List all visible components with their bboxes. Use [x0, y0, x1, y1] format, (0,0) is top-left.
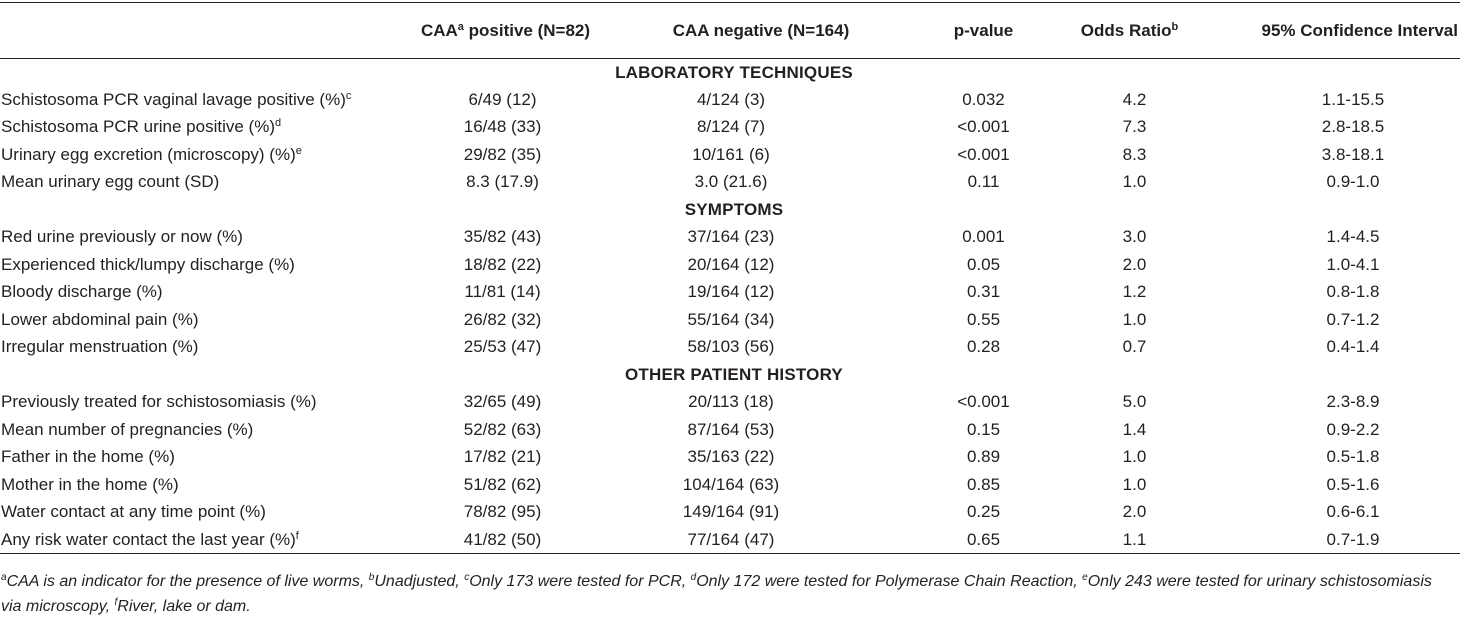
header-confidence-interval: 95% Confidence Interval	[1261, 20, 1458, 40]
cell-caa-negative: 20/113 (18)	[688, 392, 774, 412]
cell-odds-ratio: 4.2	[1122, 89, 1147, 109]
cell-caa-negative: 10/161 (6)	[692, 144, 770, 164]
cell-confidence-interval: 2.8-18.5	[1321, 117, 1385, 137]
row-label	[0, 416, 407, 444]
cell-caa-negative: 4/124 (3)	[696, 89, 766, 109]
footnote-text: River, lake or dam.	[117, 598, 251, 615]
cell-odds-ratio: 8.3	[1122, 144, 1147, 164]
table-row	[0, 141, 1460, 169]
cell-p-value: <0.001	[957, 117, 1010, 137]
footnote-text: CAA is an indicator for the presence of live worms,	[6, 573, 369, 590]
cell-confidence-interval: 0.7-1.2	[1326, 309, 1380, 329]
cell-caa-positive: 78/82 (95)	[463, 502, 542, 522]
table-row	[0, 471, 1460, 499]
footnote-marker: a	[457, 20, 464, 33]
row-label	[0, 306, 407, 334]
row-label-text: Schistosoma PCR urine positive (%)	[1, 117, 275, 137]
footnote-marker: f	[295, 529, 299, 542]
cell-odds-ratio: 1.4	[1122, 419, 1147, 439]
table-row	[0, 114, 1460, 142]
table-row	[0, 86, 1460, 114]
cell-p-value: 0.15	[966, 419, 1001, 439]
footnote-marker: c	[345, 89, 352, 102]
section-title: OTHER PATIENT HISTORY	[625, 364, 843, 384]
cell-caa-negative: 37/164 (23)	[687, 227, 775, 247]
section-header-cell	[0, 361, 1460, 389]
cell-caa-positive: 35/82 (43)	[463, 227, 542, 247]
cell-odds-ratio: 7.3	[1122, 117, 1147, 137]
row-label	[0, 471, 407, 499]
cell-caa-positive: 41/82 (50)	[463, 529, 542, 549]
cell-confidence-interval: 1.4-4.5	[1326, 227, 1380, 247]
cell-confidence-interval: 0.5-1.8	[1326, 447, 1380, 467]
cell-caa-negative: 77/164 (47)	[687, 529, 775, 549]
cell-p-value: 0.05	[966, 254, 1001, 274]
row-label	[0, 141, 407, 169]
cell-p-value: 0.25	[966, 502, 1001, 522]
footnote-marker: e	[295, 144, 302, 157]
cell-caa-negative: 149/164 (91)	[682, 502, 780, 522]
section-header-row	[0, 59, 1460, 87]
cell-p-value: 0.11	[967, 172, 1000, 192]
footnote-marker: d	[274, 117, 282, 130]
cell-odds-ratio: 2.0	[1122, 254, 1147, 274]
header-label-column	[0, 3, 407, 59]
cell-caa-positive: 18/82 (22)	[463, 254, 542, 274]
table-row	[0, 251, 1460, 279]
cell-caa-negative: 19/164 (12)	[687, 282, 775, 302]
cell-caa-positive: 51/82 (62)	[463, 474, 542, 494]
table-row	[0, 499, 1460, 527]
cell-confidence-interval: 0.9-1.0	[1326, 172, 1380, 192]
header-caa-positive	[407, 3, 604, 59]
cell-odds-ratio: 1.2	[1122, 282, 1147, 302]
table-header	[0, 3, 1460, 59]
row-label	[0, 444, 407, 472]
cell-confidence-interval: 0.7-1.9	[1326, 529, 1380, 549]
section-header-cell	[0, 59, 1460, 87]
cell-p-value: 0.85	[966, 474, 1001, 494]
row-label	[0, 169, 407, 197]
cell-odds-ratio: 3.0	[1122, 227, 1147, 247]
row-label	[0, 526, 407, 554]
cell-caa-negative: 104/164 (63)	[682, 474, 780, 494]
row-label	[0, 389, 407, 417]
cell-odds-ratio: 1.0	[1122, 474, 1147, 494]
cell-caa-negative: 20/164 (12)	[687, 254, 775, 274]
header-caa-positive-suffix: positive (N=82)	[463, 20, 591, 40]
cell-p-value: 0.31	[966, 282, 1001, 302]
footnote-text: Only 243 were tested for urinary schistosomiasis via microscopy,	[1, 573, 1432, 615]
section-title: SYMPTOMS	[684, 199, 784, 219]
cell-caa-negative: 58/103 (56)	[687, 337, 775, 357]
cell-caa-positive: 8.3 (17.9)	[466, 172, 539, 192]
table-row	[0, 444, 1460, 472]
table-row	[0, 279, 1460, 307]
row-label	[0, 86, 407, 114]
cell-caa-positive: 29/82 (35)	[463, 144, 542, 164]
cell-caa-positive: 16/48 (33)	[463, 117, 542, 137]
cell-p-value: 0.032	[962, 89, 1005, 109]
cell-caa-positive: 11/81 (14)	[464, 282, 541, 302]
row-label-text: Water contact at any time point (%)	[1, 502, 266, 522]
section-title: LABORATORY TECHNIQUES	[615, 62, 853, 82]
row-label-text: Lower abdominal pain (%)	[1, 309, 199, 329]
cell-odds-ratio: 5.0	[1122, 392, 1147, 412]
cell-caa-positive: 52/82 (63)	[463, 419, 542, 439]
row-label-text: Bloody discharge (%)	[1, 282, 163, 302]
cell-p-value: 0.28	[966, 337, 1001, 357]
cell-caa-positive: 26/82 (32)	[463, 309, 542, 329]
cell-caa-negative: 35/163 (22)	[687, 447, 775, 467]
section-header-row	[0, 196, 1460, 224]
cell-confidence-interval: 3.8-18.1	[1321, 144, 1385, 164]
cell-odds-ratio: 1.0	[1122, 309, 1147, 329]
row-label-text: Mother in the home (%)	[1, 474, 179, 494]
table-row	[0, 526, 1460, 554]
row-label	[0, 224, 407, 252]
footnote-text: Unadjusted,	[374, 573, 465, 590]
footnote-text: Only 173 were tested for PCR,	[469, 573, 691, 590]
footnote-marker: b	[1171, 20, 1179, 33]
cell-confidence-interval: 0.9-2.2	[1326, 419, 1380, 439]
footnote-marker: e	[1082, 572, 1088, 583]
table-row	[0, 416, 1460, 444]
header-p-value: p-value	[953, 20, 1014, 40]
cell-confidence-interval: 0.8-1.8	[1326, 282, 1380, 302]
header-caa-positive-text: CAA	[420, 20, 458, 40]
row-label-text: Irregular menstruation (%)	[1, 337, 199, 357]
table-row	[0, 169, 1460, 197]
cell-caa-negative: 55/164 (34)	[687, 309, 775, 329]
row-label	[0, 114, 407, 142]
cell-confidence-interval: 0.4-1.4	[1326, 337, 1380, 357]
cell-caa-negative: 3.0 (21.6)	[694, 172, 768, 192]
row-label-text: Previously treated for schistosomiasis (%)	[1, 392, 317, 412]
row-label-text: Mean number of pregnancies (%)	[1, 419, 254, 439]
table-footnotes	[1, 569, 1456, 619]
row-label-text: Mean urinary egg count (SD)	[1, 172, 220, 192]
row-label-text: Any risk water contact the last year (%)	[1, 529, 296, 549]
cell-odds-ratio: 1.0	[1122, 172, 1147, 192]
row-label-text: Urinary egg excretion (microscopy) (%)	[1, 144, 296, 164]
cell-caa-negative: 87/164 (53)	[687, 419, 775, 439]
cell-caa-positive: 32/65 (49)	[463, 392, 542, 412]
row-label-text: Red urine previously or now (%)	[1, 227, 243, 247]
footnote-text: Only 172 were tested for Polymerase Chain Reaction,	[696, 573, 1083, 590]
cell-odds-ratio: 0.7	[1122, 337, 1147, 357]
results-table	[0, 2, 1460, 554]
header-row	[0, 3, 1460, 59]
header-caa-negative: CAA negative (N=164)	[672, 20, 850, 40]
cell-p-value: <0.001	[957, 392, 1010, 412]
cell-caa-positive: 17/82 (21)	[463, 447, 542, 467]
table-row	[0, 334, 1460, 362]
footnote-marker: c	[464, 572, 470, 583]
cell-p-value: <0.001	[957, 144, 1010, 164]
cell-caa-positive: 6/49 (12)	[468, 89, 537, 109]
cell-p-value: 0.65	[966, 529, 1001, 549]
cell-confidence-interval: 0.6-6.1	[1326, 502, 1380, 522]
row-label	[0, 334, 407, 362]
header-odds-ratio-text: Odds Ratio	[1080, 20, 1172, 40]
row-label	[0, 251, 407, 279]
row-label-text: Father in the home (%)	[1, 447, 175, 467]
cell-caa-positive: 25/53 (47)	[463, 337, 542, 357]
footnote-marker: a	[1, 572, 7, 583]
cell-p-value: 0.55	[966, 309, 1001, 329]
table-row	[0, 306, 1460, 334]
cell-odds-ratio: 2.0	[1122, 502, 1147, 522]
row-label-text: Experienced thick/lumpy discharge (%)	[1, 254, 295, 274]
cell-confidence-interval: 1.1-15.5	[1321, 89, 1385, 109]
row-label-text: Schistosoma PCR vaginal lavage positive (%)	[1, 89, 346, 109]
table-body	[0, 59, 1460, 554]
header-odds-ratio	[1049, 3, 1210, 59]
cell-confidence-interval: 2.3-8.9	[1326, 392, 1380, 412]
cell-confidence-interval: 1.0-4.1	[1326, 254, 1380, 274]
footnote-marker: f	[114, 597, 118, 608]
cell-odds-ratio: 1.1	[1122, 529, 1147, 549]
cell-caa-negative: 8/124 (7)	[696, 117, 766, 137]
section-header-cell	[0, 196, 1460, 224]
footnote-marker: b	[368, 572, 375, 583]
footnote-marker: d	[690, 572, 697, 583]
section-header-row	[0, 361, 1460, 389]
row-label	[0, 279, 407, 307]
row-label	[0, 499, 407, 527]
table-row	[0, 224, 1460, 252]
cell-p-value: 0.89	[966, 447, 1001, 467]
cell-confidence-interval: 0.5-1.6	[1326, 474, 1380, 494]
cell-p-value: 0.001	[962, 227, 1005, 247]
table-row	[0, 389, 1460, 417]
cell-odds-ratio: 1.0	[1122, 447, 1147, 467]
